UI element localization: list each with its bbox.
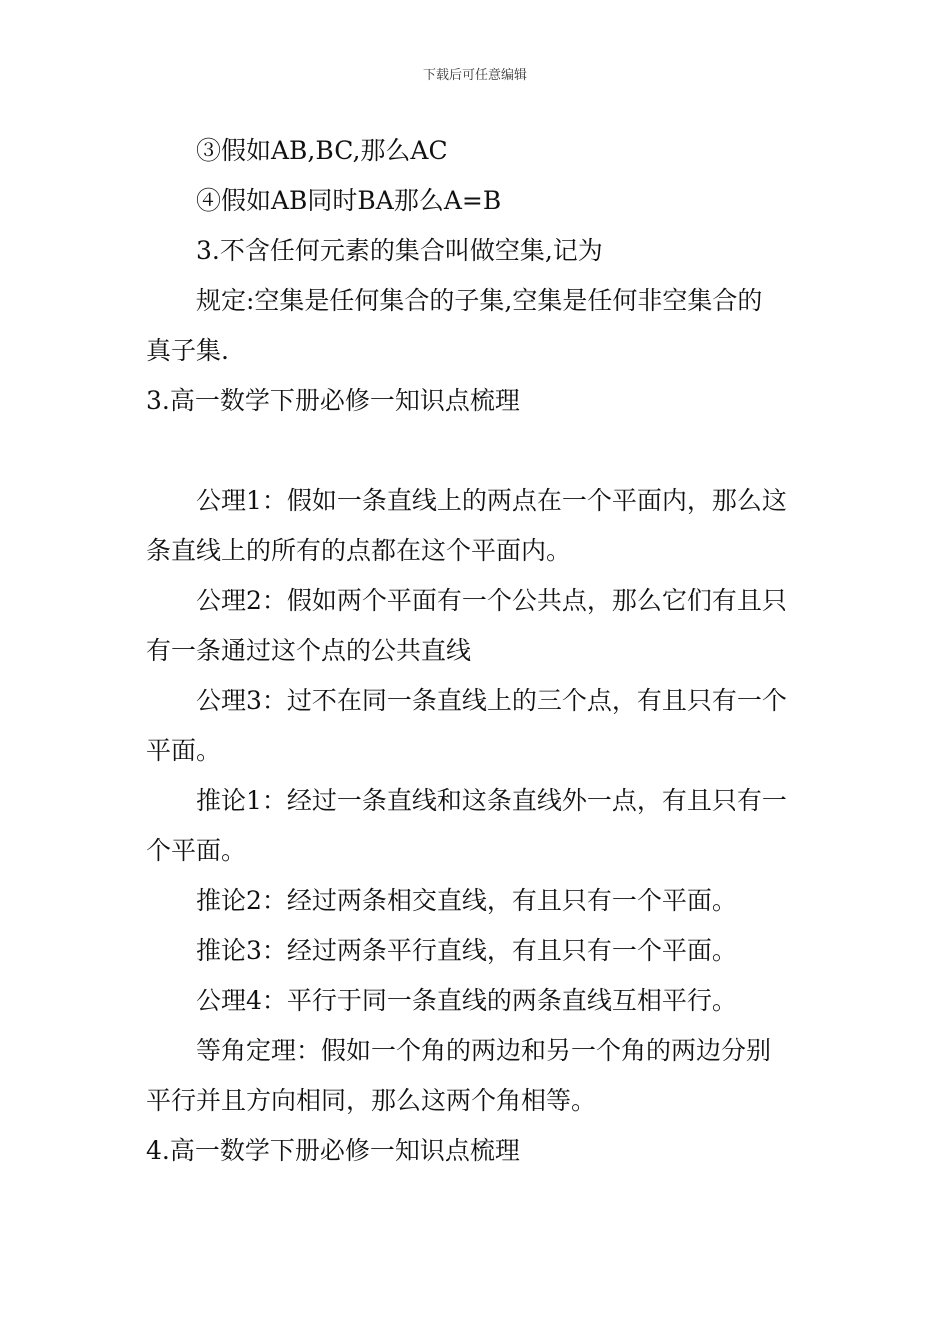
paragraph-line: 条直线上的所有的点都在这个平面内。 xyxy=(146,536,572,565)
paragraph-line: 推论2：经过两条相交直线，有且只有一个平面。 xyxy=(196,886,737,915)
paragraph-line: 等角定理：假如一个角的两边和另一个角的两边分别 xyxy=(196,1036,772,1065)
paragraph-line: 规定:空集是任何集合的子集,空集是任何非空集合的 xyxy=(196,286,763,315)
paragraph-line: 公理3：过不在同一条直线上的三个点，有且只有一个 xyxy=(196,686,787,715)
paragraph-line: 个平面。 xyxy=(146,836,247,865)
paragraph-line: 有一条通过这个点的公共直线 xyxy=(146,636,472,665)
paragraph-line: ③假如AB,BC,那么AC xyxy=(196,136,448,165)
paragraph-line: 3.不含任何元素的集合叫做空集,记为 xyxy=(196,236,603,265)
paragraph-line: 公理2：假如两个平面有一个公共点，那么它们有且只 xyxy=(196,586,787,615)
paragraph-line: 真子集. xyxy=(146,336,229,365)
paragraph-line: ④假如AB同时BA那么A=B xyxy=(196,186,502,215)
paragraph-line: 公理1：假如一条直线上的两点在一个平面内，那么这 xyxy=(196,486,787,515)
document-body xyxy=(146,126,811,1176)
paragraph-line: 平面。 xyxy=(146,736,222,765)
paragraph-line: 推论3：经过两条平行直线，有且只有一个平面。 xyxy=(196,936,737,965)
paragraph-line: 平行并且方向相同，那么这两个角相等。 xyxy=(146,1086,597,1115)
spacer xyxy=(146,426,811,476)
section-heading: 3.高一数学下册必修一知识点梳理 xyxy=(146,386,520,415)
page-header-note: 下载后可任意编辑 xyxy=(422,68,527,83)
paragraph-line: 推论1：经过一条直线和这条直线外一点，有且只有一 xyxy=(196,786,787,815)
section-heading: 4.高一数学下册必修一知识点梳理 xyxy=(146,1136,520,1165)
paragraph-line: 公理4：平行于同一条直线的两条直线互相平行。 xyxy=(196,986,737,1015)
